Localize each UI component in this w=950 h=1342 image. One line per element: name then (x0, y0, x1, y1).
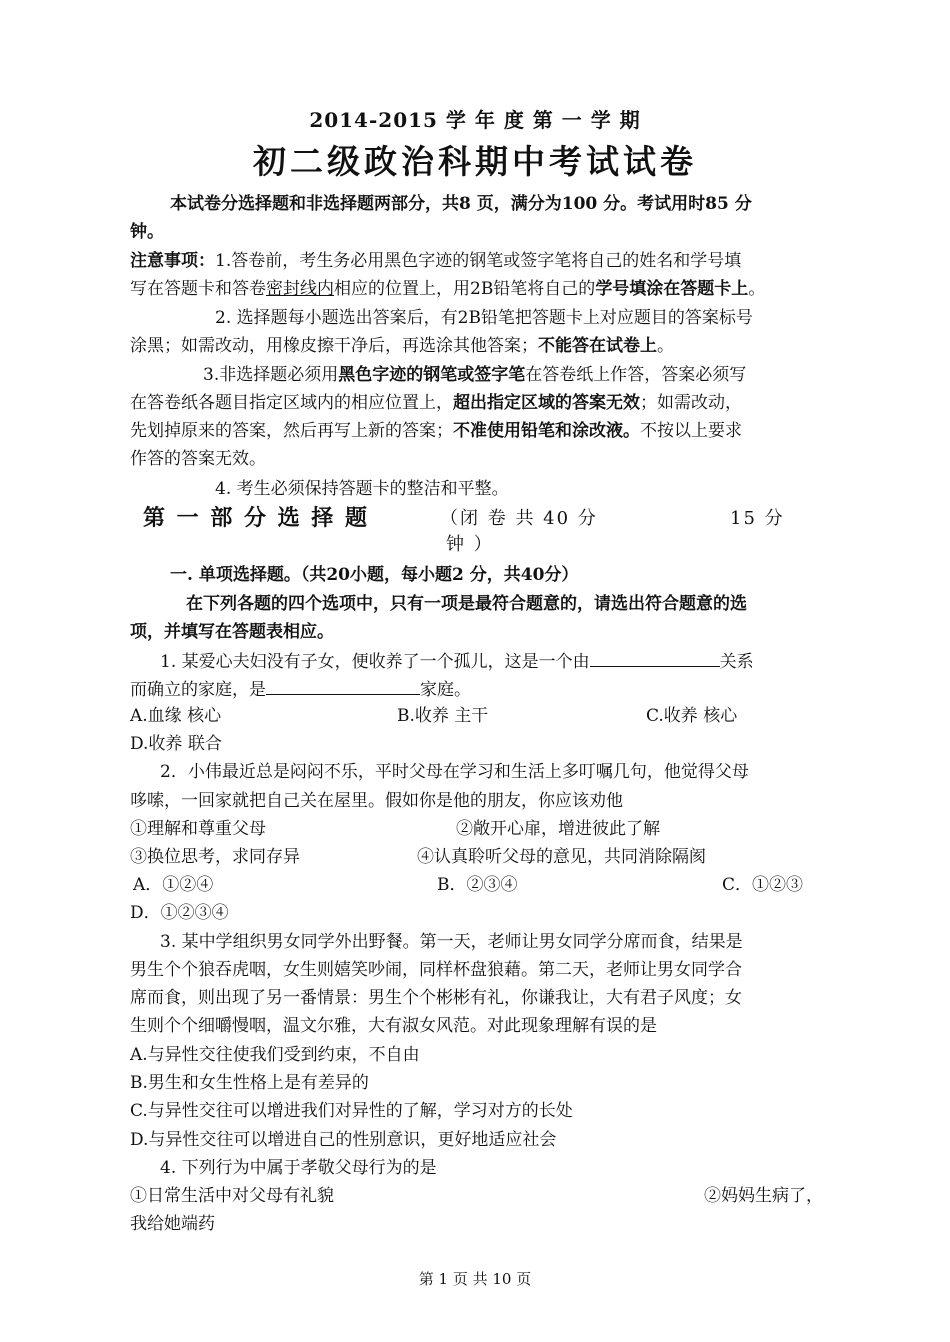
page-footer: 第 1 页 共 10 页 (418, 1270, 532, 1288)
q1-blank-2 (266, 676, 420, 695)
q3-option-a: A.与异性交往使我们受到约束，不自由 (130, 1045, 420, 1065)
q1-blank-1 (590, 648, 720, 667)
q4-line-1: 4. 下列行为中属于孝敬父母行为的是 (160, 1158, 437, 1178)
school-year-heading: 2014-2015 学 年 度 第 一 学 期 (309, 108, 641, 132)
note-2-line-2: 涂黑；如需改动，用橡皮擦干净后，再选涂其他答案；不能答在试卷上。 (130, 336, 674, 356)
q3-option-d: D.与异性交往可以增进自己的性别意识，更好地适应社会 (130, 1130, 557, 1150)
note-3-line-2: 在答卷纸各题目指定区域内的相应位置上，超出指定区域的答案无效；如需改动， (130, 393, 742, 413)
intro-line-2: 钟。 (130, 222, 164, 242)
q2-option-d: D．①②③④ (130, 903, 229, 923)
q1-option-a: A.血缘 核心 (130, 706, 222, 726)
note-2-line-1: 2. 选择题每小题选出答案后，有2B铅笔把答题卡上对应题目的答案标号 (215, 308, 753, 328)
q3-line-4: 生则个个细嚼慢咽，温文尔雅，大有淑女风范。对此现象理解有误的是 (130, 1016, 657, 1036)
q3-line-2: 男生个个狼吞虎咽，女生则嬉笑吵闹，同样杯盘狼藉。第二天，老师让男女同学合 (130, 960, 742, 980)
q2-option-a: A．①②④ (133, 875, 214, 895)
section-note-1: （闭 卷 共 40 分 (440, 508, 598, 529)
notes-label: 注意事项： (130, 251, 215, 271)
q3-option-c: C.与异性交往可以增进我们对异性的了解，学习对方的长处 (130, 1101, 573, 1121)
q1-line-2: 而确立的家庭，是 家庭。 (130, 676, 471, 702)
q1-option-d: D.收养 联合 (130, 734, 222, 754)
q4-item-1: ①日常生活中对父母有礼貌 (130, 1186, 334, 1206)
q2-option-b: B．②③④ (437, 875, 518, 895)
q2-item-2: ②敞开心扉，增进彼此了解 (456, 819, 660, 839)
part-one-instr-2: 项，并填写在答题表相应。 (130, 622, 334, 642)
q2-line-1: 2．小伟最近总是闷闷不乐，平时父母在学习和生活上多叮嘱几句，他觉得父母 (160, 762, 749, 782)
exam-title: 初二级政治科期中考试试卷 (253, 142, 697, 181)
note-3-line-4: 作答的答案无效。 (130, 449, 266, 469)
q1-option-c: C.收养 核心 (646, 706, 738, 726)
q3-option-b: B.男生和女生性格上是有差异的 (130, 1073, 369, 1093)
note-1-line-2: 写在答题卡和答卷密封线内相应的位置上，用2B铅笔将自己的学号填涂在答题卡上。 (130, 279, 766, 299)
q1-option-b: B.收养 主干 (397, 706, 489, 726)
note-4: 4. 考生必须保持答题卡的整洁和平整。 (215, 479, 509, 499)
seal-line-text: 密封线内 (266, 279, 334, 299)
q2-item-1: ①理解和尊重父母 (130, 819, 266, 839)
part-one-heading: 一. 单项选择题。（共20小题，每小题2 分，共40分） (170, 565, 579, 585)
q4-item-2: ②妈妈生病了， (704, 1186, 823, 1206)
q4-item-2-cont: 我给她端药 (130, 1214, 215, 1234)
section-heading (143, 503, 369, 535)
q3-line-1: 3. 某中学组织男女同学外出野餐。第一天，老师让男女同学分席而食，结果是 (160, 932, 743, 952)
q2-item-4: ④认真聆听父母的意见，共同消除隔阂 (417, 847, 706, 867)
note-3-line-1: 3.非选择题必须用黑色字迹的钢笔或签字笔在答卷纸上作答，答案必须写 (203, 365, 747, 385)
q1-line-1: 1. 某爱心夫妇没有子女，便收养了一个孤儿，这是一个由 关系 (160, 648, 754, 674)
q2-line-2: 哆嗦，一回家就把自己关在屋里。假如你是他的朋友，你应该劝他 (130, 791, 623, 811)
q3-line-3: 席而食，则出现了另一番情景：男生个个彬彬有礼，你谦我让，大有君子风度；女 (130, 988, 742, 1008)
note-3-line-3: 先划掉原来的答案，然后再写上新的答案；不准使用铅笔和涂改液。不按以上要求 (130, 421, 742, 441)
note-1-line-1: 注意事项：1.答卷前，考生务必用黑色字迹的钢笔或签字笔将自己的姓名和学号填 (130, 251, 742, 271)
part-one-instr-1: 在下列各题的四个选项中，只有一项是最符合题意的，请选出符合题意的选 (186, 594, 747, 614)
section-note-2: 15 分 (730, 508, 785, 529)
intro-line-1: 本试卷分选择题和非选择题两部分，共8 页，满分为100 分。考试用时85 分 (170, 194, 752, 214)
section-title: 第 一 部 分 选 择 题 (143, 505, 369, 531)
q2-option-c: C．①②③ (722, 875, 804, 895)
section-note-3: 钟 ） (446, 534, 494, 555)
q2-item-3: ③换位思考，求同存异 (130, 847, 300, 867)
